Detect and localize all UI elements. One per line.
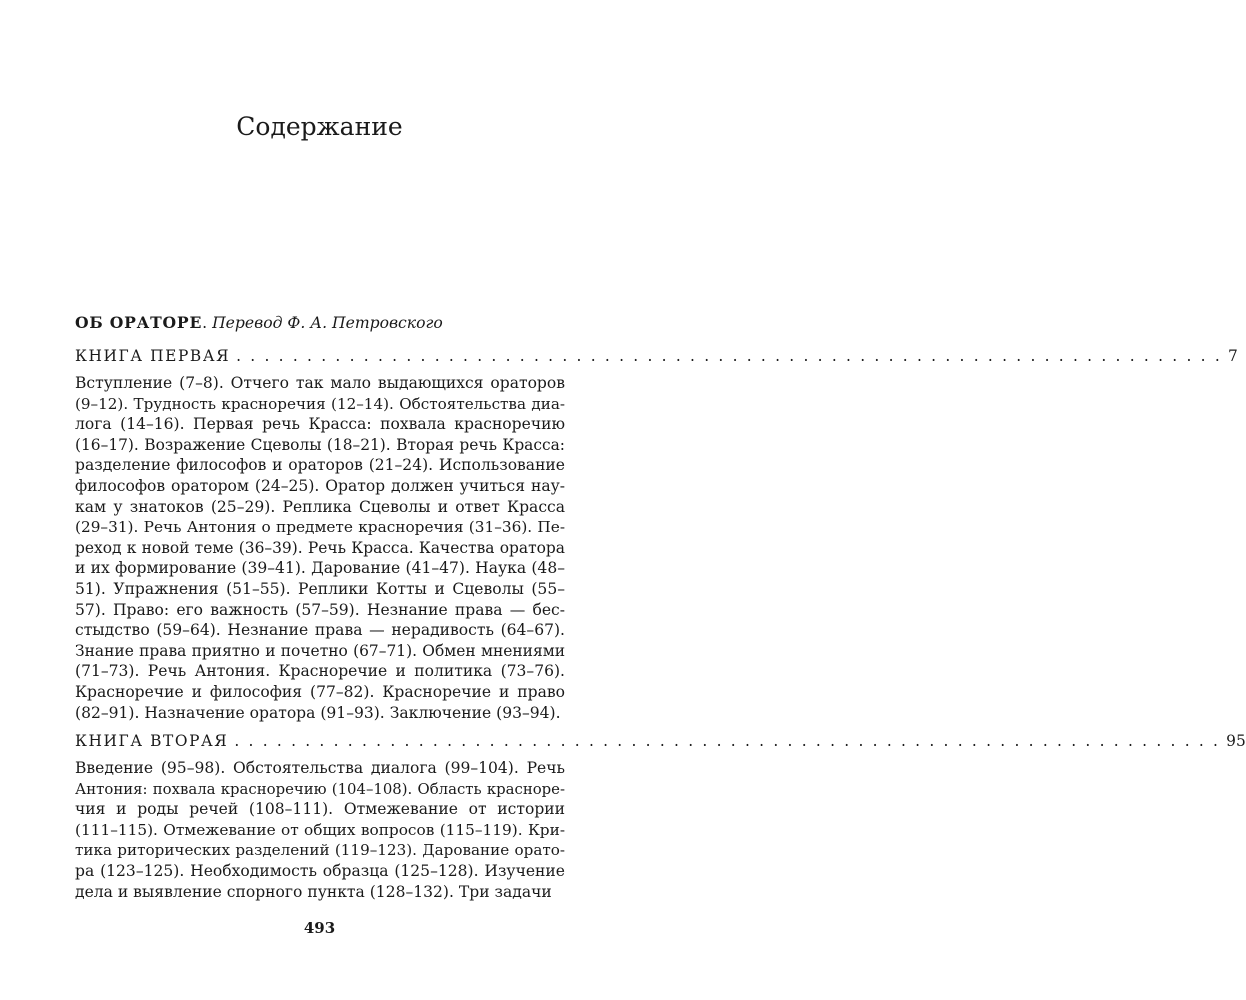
book-2-summary bbox=[75, 758, 565, 902]
summary-line: (16–17). Возражение Сцеволы (18–21). Вторая речь Красса: bbox=[75, 435, 565, 454]
summary-line: (111–115). Отмежевание от общих вопросов (115–119). Кри- bbox=[75, 820, 565, 839]
summary-line: лога (14–16). Первая речь Красса: похвала красноречию bbox=[75, 415, 565, 434]
summary-line: ра (123–125). Необходимость образца (125–128). Изучение bbox=[75, 861, 565, 880]
toc-entry-label: КНИГА ВТОРАЯ bbox=[75, 732, 229, 750]
summary-line: 57). Право: его важность (57–59). Незнание права — бес- bbox=[75, 600, 565, 619]
summary-line: (71–73). Речь Антония. Красноречие и политика (73–76). bbox=[75, 662, 565, 681]
page-number: 493 bbox=[303, 919, 336, 937]
summary-line: философов оратором (24–25). Оратор должен учиться нау- bbox=[75, 476, 565, 495]
summary-line: 51). Упражнения (51–55). Реплики Котты и Сцеволы (55– bbox=[75, 579, 565, 598]
summary-line: Введение (95–98). Обстоятельства диалога (99–104). Речь bbox=[75, 759, 565, 777]
toc-leader-dots: . . . . . . . . . . . . . . . . . . . . . . . . . . . . . . . . . . . . . . . . . . . . . . . . . . . . . . . . . . . . . . . . . . . . . . bbox=[236, 347, 1222, 365]
toc-entry-book-2 bbox=[75, 732, 1246, 756]
toc-entry-book-1 bbox=[75, 347, 1238, 371]
summary-line: Антония: похвала красноречию (104–108). Область красноре- bbox=[75, 779, 565, 798]
page-title: Содержание bbox=[236, 112, 403, 141]
summary-line: (29–31). Речь Антония о предмете красноречия (31–36). Пе- bbox=[75, 518, 565, 537]
work-title: ОБ ОРАТОРЕ bbox=[75, 313, 203, 332]
work-heading bbox=[75, 313, 565, 332]
toc-entry-page: 7 bbox=[1227, 347, 1238, 365]
summary-line: тика риторических разделений (119–123). Дарование орато- bbox=[75, 841, 565, 860]
toc-entry-label: КНИГА ПЕРВАЯ bbox=[75, 347, 231, 365]
summary-line: Знание права приятно и почетно (67–71). Обмен мнениями bbox=[75, 641, 565, 660]
summary-line: Красноречие и философия (77–82). Красноречие и право bbox=[75, 682, 565, 701]
work-translator: Перевод Ф. А. Петровского bbox=[212, 314, 443, 332]
summary-line: кам у знатоков (25–29). Реплика Сцеволы и ответ Красса bbox=[75, 497, 565, 516]
summary-line: дела и выявление спорного пункта (128–132). Три задачи bbox=[75, 882, 552, 901]
summary-line: стыдство (59–64). Незнание права — нерадивость (64–67). bbox=[75, 621, 565, 640]
book-1-summary bbox=[75, 373, 565, 723]
summary-line: чия и роды речей (108–111). Отмежевание от истории bbox=[75, 800, 565, 819]
toc-leader-dots: . . . . . . . . . . . . . . . . . . . . . . . . . . . . . . . . . . . . . . . . . . . . . . . . . . . . . . . . . . . . . . . . . . . . . . bbox=[234, 732, 1221, 750]
summary-line: (9–12). Трудность красноречия (12–14). Обстоятельства диа- bbox=[75, 394, 565, 413]
summary-line: (82–91). Назначение оратора (91–93). Заключение (93–94). bbox=[75, 703, 561, 722]
summary-line: реход к новой теме (36–39). Речь Красса. Качества оратора bbox=[75, 538, 565, 557]
work-title-separator: . bbox=[202, 314, 213, 332]
summary-line: разделение философов и ораторов (21–24). Использование bbox=[75, 456, 565, 475]
summary-line: Вступление (7–8). Отчего так мало выдающихся ораторов bbox=[75, 374, 565, 392]
toc-entry-page: 95 bbox=[1226, 732, 1246, 750]
summary-line: и их формирование (39–41). Дарование (41–47). Наука (48– bbox=[75, 559, 565, 578]
